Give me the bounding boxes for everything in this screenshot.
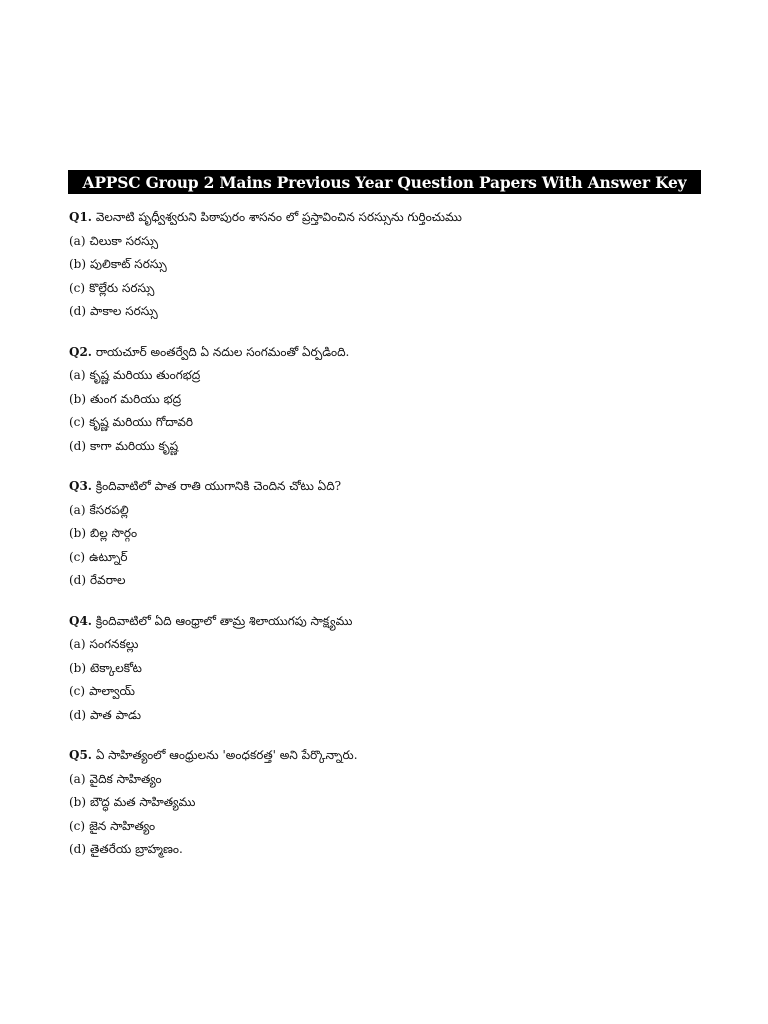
- question-number: Q1.: [69, 210, 92, 224]
- option-text: పులికాట్ సరస్సు: [90, 257, 167, 271]
- option-d: [69, 435, 709, 459]
- question-text: రాయచూర్ అంతర్వేది ఏ నదుల సంగమంతో ఏర్పడింది.: [95, 344, 350, 359]
- question-number: Q4.: [69, 613, 92, 628]
- option-a: [69, 768, 709, 792]
- question-5: [69, 744, 709, 862]
- option-text: టెక్కాలకోట: [90, 660, 142, 675]
- option-text: జైన సాహిత్యం: [89, 818, 156, 833]
- option-key: (c): [69, 415, 86, 429]
- option-a: [69, 230, 709, 254]
- option-c: [69, 546, 709, 570]
- option-key: (d): [69, 573, 87, 587]
- question-3: [69, 475, 709, 593]
- question-number: Q2.: [69, 344, 92, 359]
- option-d: [69, 838, 709, 862]
- option-d: [69, 704, 709, 728]
- option-key: (d): [69, 438, 87, 453]
- option-a: [69, 499, 709, 523]
- option-b: [69, 791, 709, 815]
- option-key: (b): [69, 526, 87, 540]
- option-text: కేసరపల్లి: [89, 502, 129, 517]
- option-key: (a): [69, 233, 86, 248]
- option-a: [69, 633, 709, 657]
- option-key: (c): [69, 549, 86, 564]
- option-key: (a): [69, 368, 86, 382]
- option-text: పాకాల సరస్సు: [90, 304, 158, 318]
- option-key: (d): [69, 304, 87, 318]
- question-text: క్రిందివాటిలో ఏది ఆంధ్రాలో తామ్ర శిలాయుగపు సాక్ష్యము: [95, 613, 353, 628]
- question-4: [69, 610, 709, 728]
- option-key: (d): [69, 707, 87, 722]
- option-text: బౌద్ధ మత సాహిత్యము: [90, 795, 196, 809]
- option-key: (c): [69, 280, 86, 295]
- option-text: సంగనకల్లు: [89, 637, 139, 651]
- question-1: [69, 206, 709, 324]
- option-text: పాత పాడు: [90, 707, 141, 722]
- option-b: [69, 388, 709, 412]
- option-text: బిల్ల సొర్గం: [90, 526, 138, 540]
- option-key: (c): [69, 818, 86, 833]
- question-text-line: [69, 744, 709, 768]
- option-key: (b): [69, 257, 87, 271]
- option-text: కొల్లేరు సరస్సు: [89, 280, 155, 295]
- option-c: [69, 411, 709, 435]
- option-key: (d): [69, 842, 87, 856]
- option-b: [69, 522, 709, 546]
- option-text: రేవరాల: [90, 573, 126, 587]
- option-text: ఉట్నూర్: [89, 549, 128, 564]
- option-c: [69, 815, 709, 839]
- option-a: [69, 364, 709, 388]
- question-text-line: [69, 206, 709, 230]
- question-list: [69, 206, 709, 879]
- option-d: [69, 569, 709, 593]
- option-b: [69, 657, 709, 681]
- option-text: కృష్ణ మరియు తుంగభద్ర: [89, 368, 201, 382]
- page-title: [68, 170, 701, 194]
- option-text: కృష్ణ మరియు గోదావరి: [89, 415, 194, 429]
- option-text: వైదిక సాహిత్యం: [89, 771, 162, 786]
- option-key: (b): [69, 391, 87, 406]
- question-text: వెలనాటి పృధ్వీశ్వరుని పిఠాపురం శాసనం లో ప్రస్తావించిన సరస్సును గుర్తించుము: [95, 210, 462, 224]
- question-number: Q3.: [69, 479, 92, 493]
- question-2: [69, 341, 709, 459]
- option-text: కాగా మరియు కృష్ణ: [90, 438, 179, 453]
- option-text: తైతరేయ బ్రాహ్మణం.: [90, 842, 183, 856]
- option-c: [69, 680, 709, 704]
- option-d: [69, 300, 709, 324]
- question-text-line: [69, 610, 709, 634]
- option-b: [69, 253, 709, 277]
- option-c: [69, 277, 709, 301]
- option-text: పాల్వాయ్: [89, 684, 135, 698]
- option-key: (c): [69, 684, 86, 698]
- option-key: (b): [69, 795, 87, 809]
- question-text: ఏ సాహిత్యంలో ఆంధ్రులను 'అంధకరత్త' అని పేర్కొన్నారు.: [95, 748, 358, 762]
- option-key: (b): [69, 660, 87, 675]
- option-key: (a): [69, 771, 86, 786]
- question-text-line: [69, 475, 709, 499]
- option-key: (a): [69, 637, 86, 651]
- option-text: చిలుకా సరస్సు: [89, 233, 159, 248]
- option-key: (a): [69, 502, 86, 517]
- option-text: తుంగ మరియు భద్ర: [90, 391, 182, 406]
- page-title-text: APPSC Group 2 Mains Previous Year Question Papers With Answer Key: [82, 172, 687, 192]
- question-number: Q5.: [69, 748, 92, 762]
- question-text-line: [69, 341, 709, 365]
- question-text: క్రిందివాటిలో పాత రాతి యుగానికి చెందిన చోటు ఏది?: [95, 479, 342, 493]
